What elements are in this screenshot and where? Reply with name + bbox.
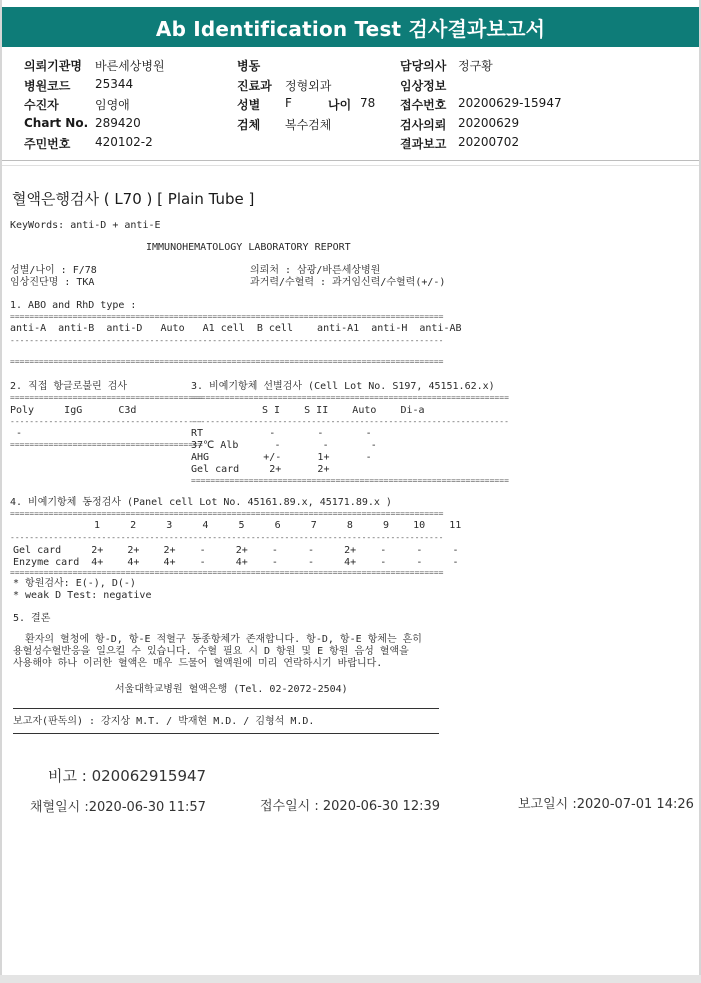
header-divider-shadow [2, 165, 699, 166]
receipt-no-label: 접수번호 [400, 98, 447, 112]
remark: 비고 : 020062915947 [48, 767, 207, 785]
hospital-label: 의뢰기관명 [24, 59, 82, 73]
panel-row: Gel card 2+ 2+ 2+ - 2+ - - 2+ - - - [13, 545, 459, 556]
sex-age-line: 성별/나이 : F/78 [10, 265, 97, 276]
weak-d-note: * weak D Test: negative [13, 590, 152, 601]
ward-label: 병동 [237, 59, 261, 73]
reporter-bottom-rule [13, 733, 439, 734]
sex-value: F [285, 96, 292, 110]
section-title: 혈액은행검사 ( L70 ) [ Plain Tube ] [12, 190, 255, 208]
department-label: 진료과 [237, 79, 272, 93]
dat-title: 2. 직접 항글로불린 검사 [10, 381, 128, 392]
reporter-top-rule [13, 708, 439, 709]
double-rule: ========================================================================================== [10, 312, 444, 321]
specimen-label: 검체 [237, 118, 261, 132]
screen-row: Gel card 2+ 2+ [191, 464, 330, 475]
conclusion-title: 5. 결론 [13, 613, 51, 624]
single-rule: ---------------------------------------- [10, 417, 203, 426]
hospital-code-value: 25344 [95, 77, 134, 91]
report-date-value: 20200702 [458, 135, 520, 149]
conclusion-line: 환자의 혈청에 항-D, 항-E 적혈구 동종항체가 존재합니다. 항-D, 항-E 항체는 흔히 [13, 634, 422, 645]
single-rule: ------------------------------------------------------------------ [191, 417, 509, 426]
header-divider [2, 160, 699, 161]
screen-row: RT - - - [191, 428, 372, 439]
page-border-left [0, 0, 2, 975]
panel-title: 4. 비예기항체 동정검사 (Panel cell Lot No. 45161.89.x, 45171.89.x ) [10, 497, 392, 508]
history-line: 과거력/수혈력 : 과거임신력/수혈력(+/-) [250, 277, 446, 288]
specimen-value: 복수검체 [285, 118, 332, 132]
resident-no-value: 420102-2 [95, 135, 153, 149]
double-rule: ========================================================================================== [10, 509, 444, 518]
received-datetime: 접수일시 : 2020-06-30 12:39 [260, 799, 441, 814]
chart-no-label: Chart No. [24, 116, 89, 130]
reported-datetime: 보고일시 :2020-07-01 14:26 [518, 797, 694, 812]
screen-row: AHG +/- 1+ - [191, 452, 372, 463]
hospital-code-label: 병원코드 [24, 79, 71, 93]
panel-headers: 1 2 3 4 5 6 7 8 9 10 11 [94, 520, 462, 531]
diagnosis-line: 임상진단명 : TKA [10, 277, 95, 288]
single-rule: ------------------------------------------------------------------------------------------ [10, 336, 444, 345]
single-rule: ------------------------------------------------------------------------------------------ [10, 533, 444, 542]
keywords: KeyWords: anti-D + anti-E [10, 220, 161, 231]
chart-no-value: 289420 [95, 116, 141, 130]
doctor-label: 담당의사 [400, 59, 447, 73]
antigen-note: * 항원검사: E(-), D(-) [13, 578, 136, 589]
report-heading: IMMUNOHEMATOLOGY LABORATORY REPORT [146, 242, 351, 253]
conclusion-line: 용혈성수혈반응을 일으킬 수 있습니다. 수혈 필요 시 D 항원 및 E 항원 음성 혈액을 [13, 646, 409, 657]
hospital-value: 바른세상병원 [95, 59, 165, 73]
request-date-value: 20200629 [458, 116, 520, 130]
dat-values: - [16, 428, 23, 439]
panel-row: Enzyme card 4+ 4+ 4+ - 4+ - - 4+ - - - [13, 557, 459, 568]
reporter-line: 보고자(판독의) : 강지상 M.T. / 박재현 M.D. / 김형석 M.D. [13, 716, 315, 727]
screen-title: 3. 비예기항체 선별검사 (Cell Lot No. S197, 45151.62.x) [191, 381, 495, 392]
clinical-info-label: 임상정보 [400, 79, 447, 93]
age-value: 78 [360, 96, 376, 110]
double-rule: ================================================================== [191, 393, 509, 402]
doctor-value: 정구황 [458, 59, 493, 73]
abo-title: 1. ABO and RhD type : [10, 300, 137, 311]
double-rule: ========================================================================================== [10, 357, 444, 366]
report-date-label: 결과보고 [400, 137, 447, 151]
collected-datetime: 채혈일시 :2020-06-30 11:57 [30, 800, 206, 815]
double-rule: ========================================================================================== [10, 568, 444, 577]
double-rule: ======================================== [10, 393, 203, 402]
age-label: 나이 [328, 98, 352, 112]
conclusion-line: 사용해야 하나 이러한 혈액은 매우 드물어 혈액원에 미리 연락하시기 바랍니다. [13, 658, 383, 669]
screen-row: 37℃ Alb - - - [191, 440, 377, 451]
sex-label: 성별 [237, 98, 261, 112]
patient-value: 임영애 [95, 98, 130, 112]
resident-no-label: 주민번호 [24, 137, 71, 151]
double-rule: ======================================== [10, 440, 203, 449]
receipt-no-value: 20200629-15947 [458, 96, 562, 110]
screen-headers: S I S II Auto Di-a [262, 405, 425, 416]
patient-label: 수진자 [24, 98, 59, 112]
department-value: 정형외과 [285, 79, 332, 93]
report-title: Ab Identification Test 검사결과보고서 [2, 7, 699, 47]
blood-bank-line: 서울대학교병원 혈액은행 (Tel. 02-2072-2504) [115, 684, 348, 695]
page-bottom-bar [0, 975, 701, 983]
dat-headers: Poly IgG C3d [10, 405, 137, 416]
client-line: 의뢰처 : 삼광/바른세상병원 [250, 265, 381, 276]
abo-headers: anti-A anti-B anti-D Auto A1 cell B cell anti-A1 anti-H anti-AB [10, 323, 462, 334]
request-date-label: 검사의뢰 [400, 118, 447, 132]
double-rule: ================================================================== [191, 476, 509, 485]
